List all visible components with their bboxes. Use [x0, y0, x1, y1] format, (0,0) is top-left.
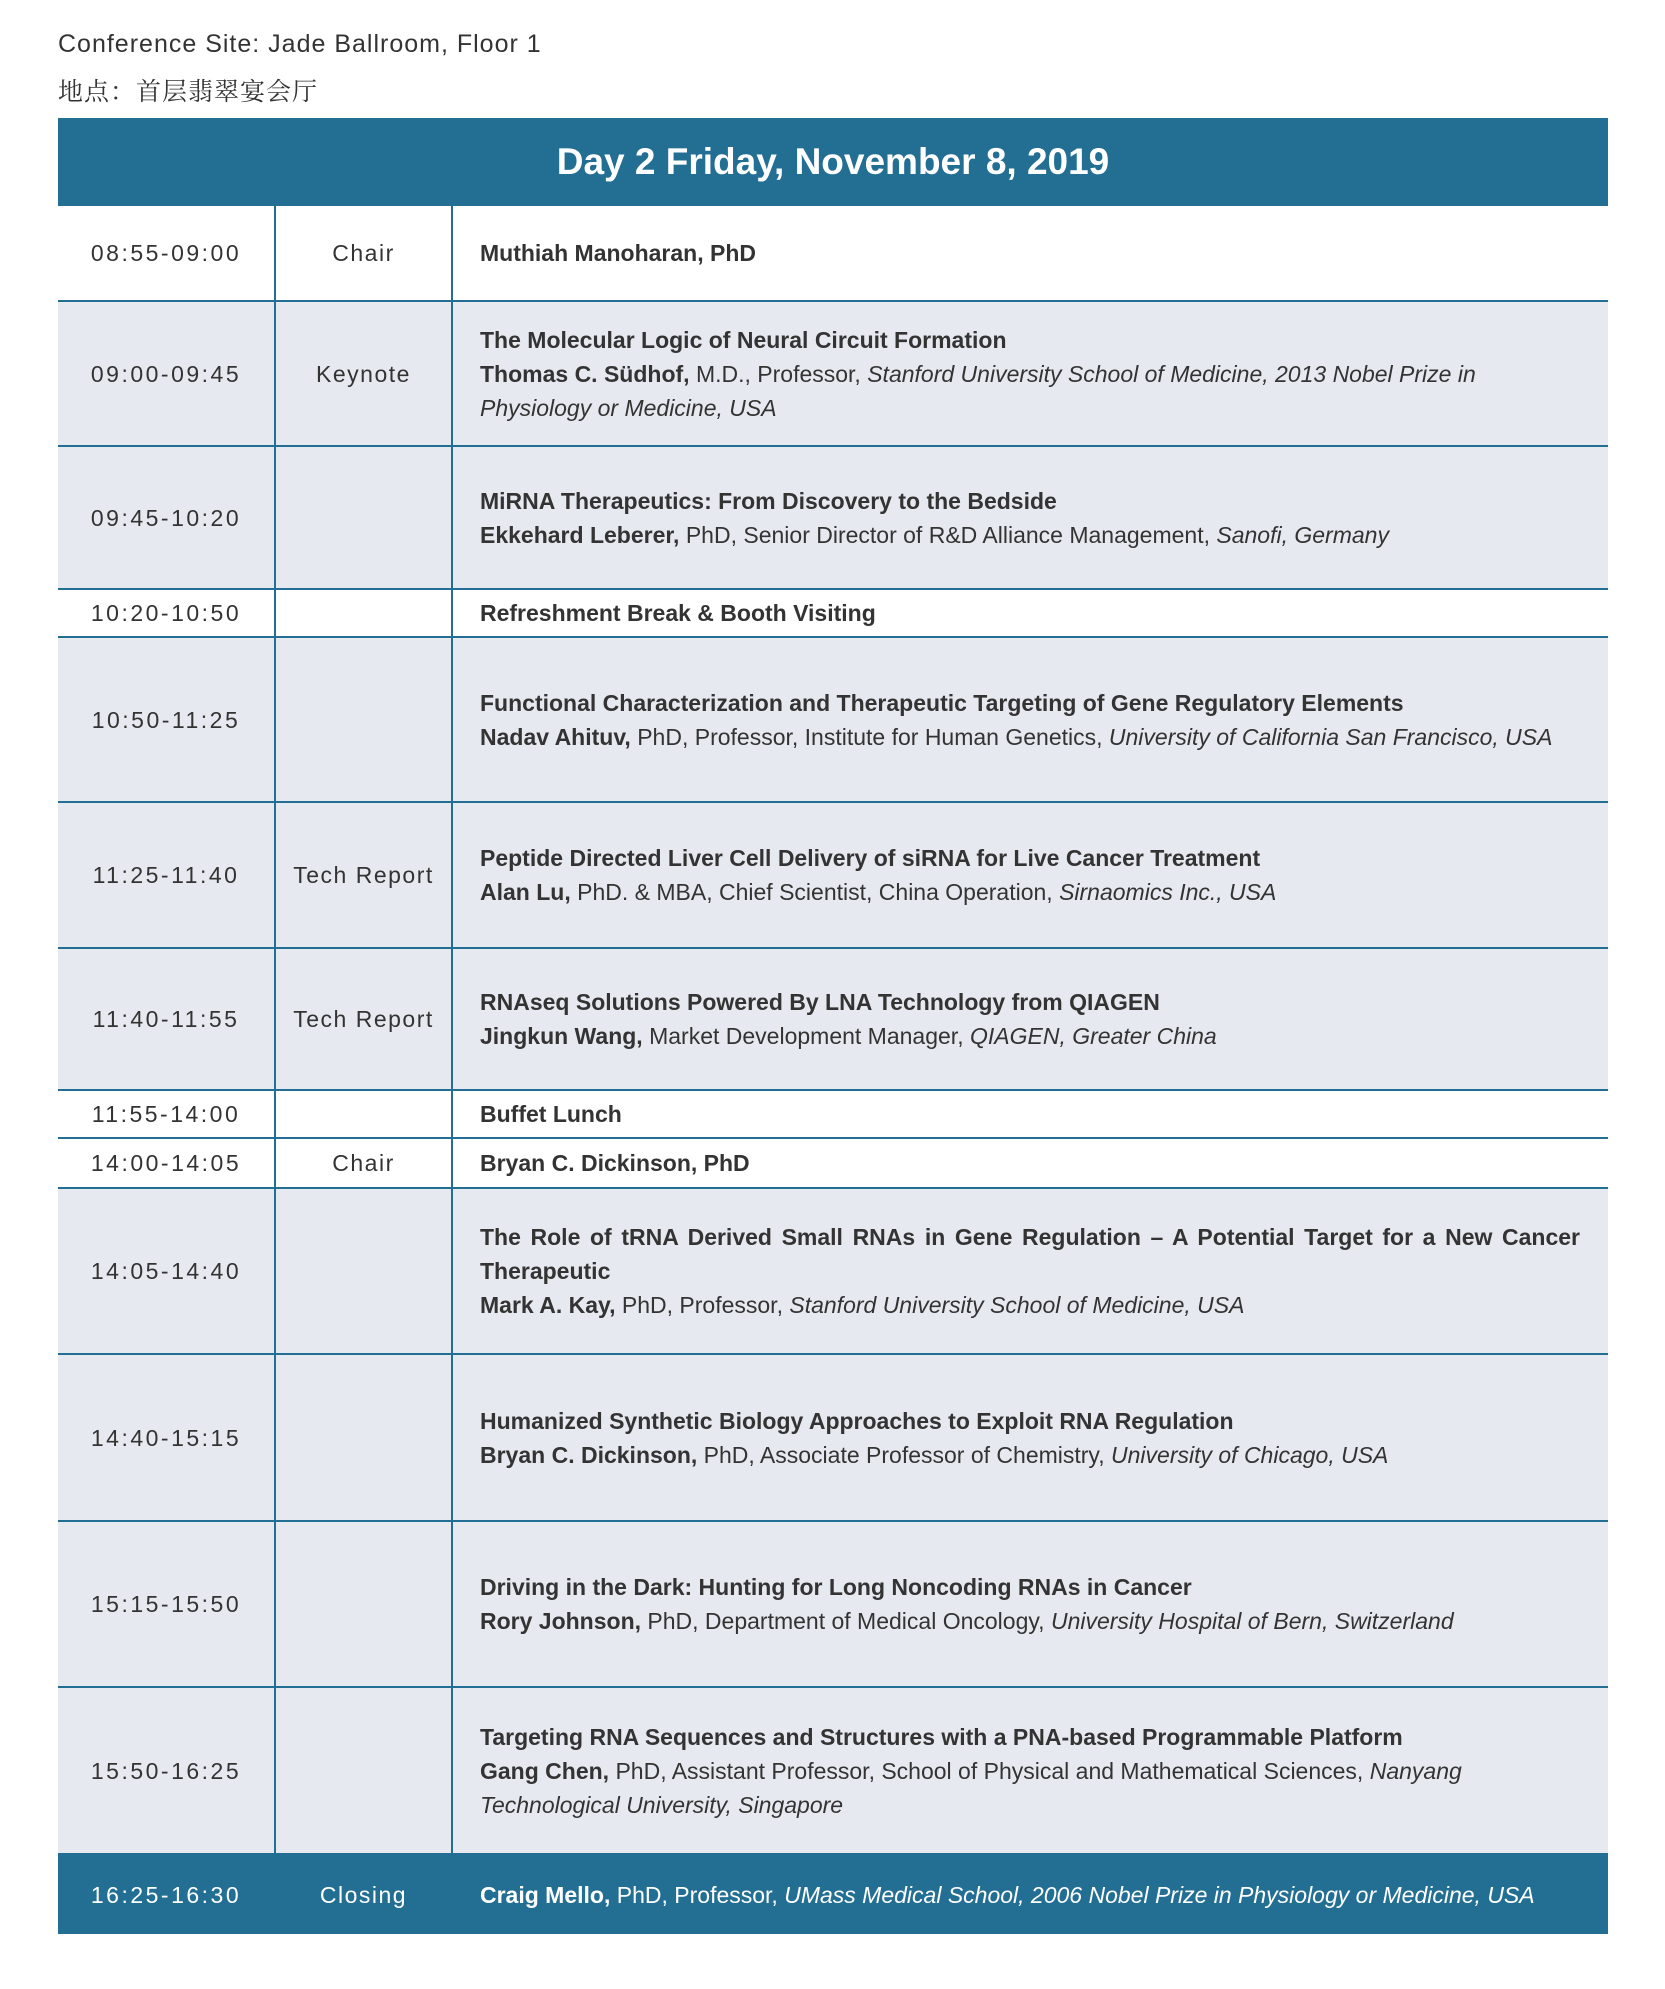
session-title: Humanized Synthetic Biology Approaches to Exploit RNA Regulation	[480, 1407, 1234, 1434]
session-role: PhD, Senior Director of R&D Alliance Management,	[679, 521, 1217, 548]
session-type-cell	[276, 1522, 453, 1688]
time-cell: 11:55-14:00	[58, 1091, 276, 1139]
time-cell: 08:55-09:00	[58, 206, 276, 302]
time-cell: 14:05-14:40	[58, 1189, 276, 1355]
time-cell: 10:20-10:50	[58, 590, 276, 638]
session-detail-cell	[453, 1522, 1608, 1688]
session-affiliation: UMass Medical School, 2006 Nobel Prize in Physiology or Medicine, USA	[784, 1881, 1535, 1908]
session-speaker: Jingkun Wang,	[480, 1023, 643, 1049]
time-cell: 15:50-16:25	[58, 1688, 276, 1855]
time-cell: 10:50-11:25	[58, 638, 276, 803]
session-affiliation: Stanford University School of Medicine, 2013 Nobel Prize in Physiology or Medicine, USA	[480, 360, 1476, 421]
session-type-cell: Tech Report	[276, 803, 453, 949]
session-affiliation: Nanyang Technological University, Singapore	[480, 1757, 1462, 1818]
schedule-table	[58, 118, 1608, 1934]
session-detail-cell	[453, 803, 1608, 949]
session-title: The Role of tRNA Derived Small RNAs in Gene Regulation – A Potential Target for a New Cancer Therapeutic	[480, 1224, 1580, 1284]
session-type-cell	[276, 1688, 453, 1855]
session-speaker: Refreshment Break & Booth Visiting	[480, 600, 876, 626]
session-speaker: Nadav Ahituv,	[480, 723, 631, 750]
session-role: PhD. & MBA, Chief Scientist, China Operation,	[570, 879, 1060, 905]
session-role: PhD, Associate Professor of Chemistry,	[697, 1441, 1112, 1468]
session-affiliation: Sanofi, Germany	[1216, 521, 1389, 548]
session-type-cell: Closing	[276, 1855, 453, 1934]
session-role: PhD, Professor,	[615, 1292, 790, 1318]
session-speaker: Ekkehard Leberer,	[480, 521, 680, 548]
session-role: PhD, Professor,	[610, 1881, 785, 1908]
conference-site-cn: 地点：首层翡翠宴会厅	[58, 77, 319, 106]
session-role: PhD, Assistant Professor, School of Physical and Mathematical Sciences,	[609, 1757, 1370, 1784]
time-cell: 15:15-15:50	[58, 1522, 276, 1688]
session-role: M.D., Professor,	[689, 360, 868, 387]
session-title: The Molecular Logic of Neural Circuit Formation	[480, 326, 1007, 353]
session-type-cell: Chair	[276, 1139, 453, 1189]
session-detail-cell	[453, 590, 1608, 638]
session-speaker: Muthiah Manoharan, PhD	[480, 240, 756, 266]
session-affiliation: Stanford University School of Medicine, USA	[789, 1292, 1245, 1318]
session-title: RNAseq Solutions Powered By LNA Technology from QIAGEN	[480, 989, 1160, 1015]
time-cell: 14:40-15:15	[58, 1355, 276, 1522]
session-detail-cell	[453, 949, 1608, 1091]
session-detail-cell	[453, 1189, 1608, 1355]
session-role: PhD, Professor, Institute for Human Genetics,	[630, 723, 1109, 750]
session-affiliation: QIAGEN, Greater China	[969, 1023, 1217, 1049]
session-detail-cell	[453, 302, 1608, 447]
session-type-cell: Tech Report	[276, 949, 453, 1091]
session-title: Peptide Directed Liver Cell Delivery of siRNA for Live Cancer Treatment	[480, 845, 1261, 871]
session-detail-cell	[453, 638, 1608, 803]
session-speaker: Craig Mello,	[480, 1881, 611, 1908]
session-type-cell	[276, 638, 453, 803]
session-speaker: Alan Lu,	[480, 879, 571, 905]
session-type-cell	[276, 1189, 453, 1355]
session-speaker: Bryan C. Dickinson, PhD	[480, 1150, 750, 1176]
conference-site-en: Conference Site: Jade Ballroom, Floor 1	[58, 30, 542, 58]
session-detail-cell	[453, 206, 1608, 302]
session-title: Targeting RNA Sequences and Structures with a PNA-based Programmable Platform	[480, 1723, 1403, 1750]
session-speaker: Bryan C. Dickinson,	[480, 1441, 698, 1468]
time-cell: 11:40-11:55	[58, 949, 276, 1091]
session-speaker: Buffet Lunch	[480, 1101, 622, 1127]
session-speaker: Thomas C. Südhof,	[480, 360, 690, 387]
session-affiliation: Sirnaomics Inc., USA	[1059, 879, 1277, 905]
session-detail-cell	[453, 1688, 1608, 1855]
session-detail-cell	[453, 447, 1608, 590]
session-affiliation: University of Chicago, USA	[1111, 1441, 1389, 1468]
session-detail-cell	[453, 1139, 1608, 1189]
session-type-cell	[276, 590, 453, 638]
session-speaker: Rory Johnson,	[480, 1608, 642, 1634]
time-cell: 14:00-14:05	[58, 1139, 276, 1189]
session-affiliation: University of California San Francisco, USA	[1108, 723, 1553, 750]
session-title: MiRNA Therapeutics: From Discovery to the Bedside	[480, 487, 1057, 514]
session-role: PhD, Department of Medical Oncology,	[641, 1608, 1051, 1634]
time-cell: 09:45-10:20	[58, 447, 276, 590]
session-type-cell	[276, 447, 453, 590]
session-type-cell: Keynote	[276, 302, 453, 447]
session-type-cell	[276, 1355, 453, 1522]
session-title: Driving in the Dark: Hunting for Long Noncoding RNAs in Cancer	[480, 1574, 1192, 1600]
session-type-cell	[276, 1091, 453, 1139]
session-title: Functional Characterization and Therapeutic Targeting of Gene Regulatory Elements	[480, 689, 1404, 716]
time-cell: 16:25-16:30	[58, 1855, 276, 1934]
session-detail-cell	[453, 1355, 1608, 1522]
session-detail-cell	[453, 1855, 1608, 1934]
time-cell: 09:00-09:45	[58, 302, 276, 447]
session-speaker: Mark A. Kay,	[480, 1292, 616, 1318]
day-header: Day 2 Friday, November 8, 2019	[58, 118, 1608, 206]
time-cell: 11:25-11:40	[58, 803, 276, 949]
session-type-cell: Chair	[276, 206, 453, 302]
session-affiliation: University Hospital of Bern, Switzerland	[1050, 1608, 1454, 1634]
session-detail-cell	[453, 1091, 1608, 1139]
session-speaker: Gang Chen,	[480, 1757, 610, 1784]
session-role: Market Development Manager,	[642, 1023, 970, 1049]
